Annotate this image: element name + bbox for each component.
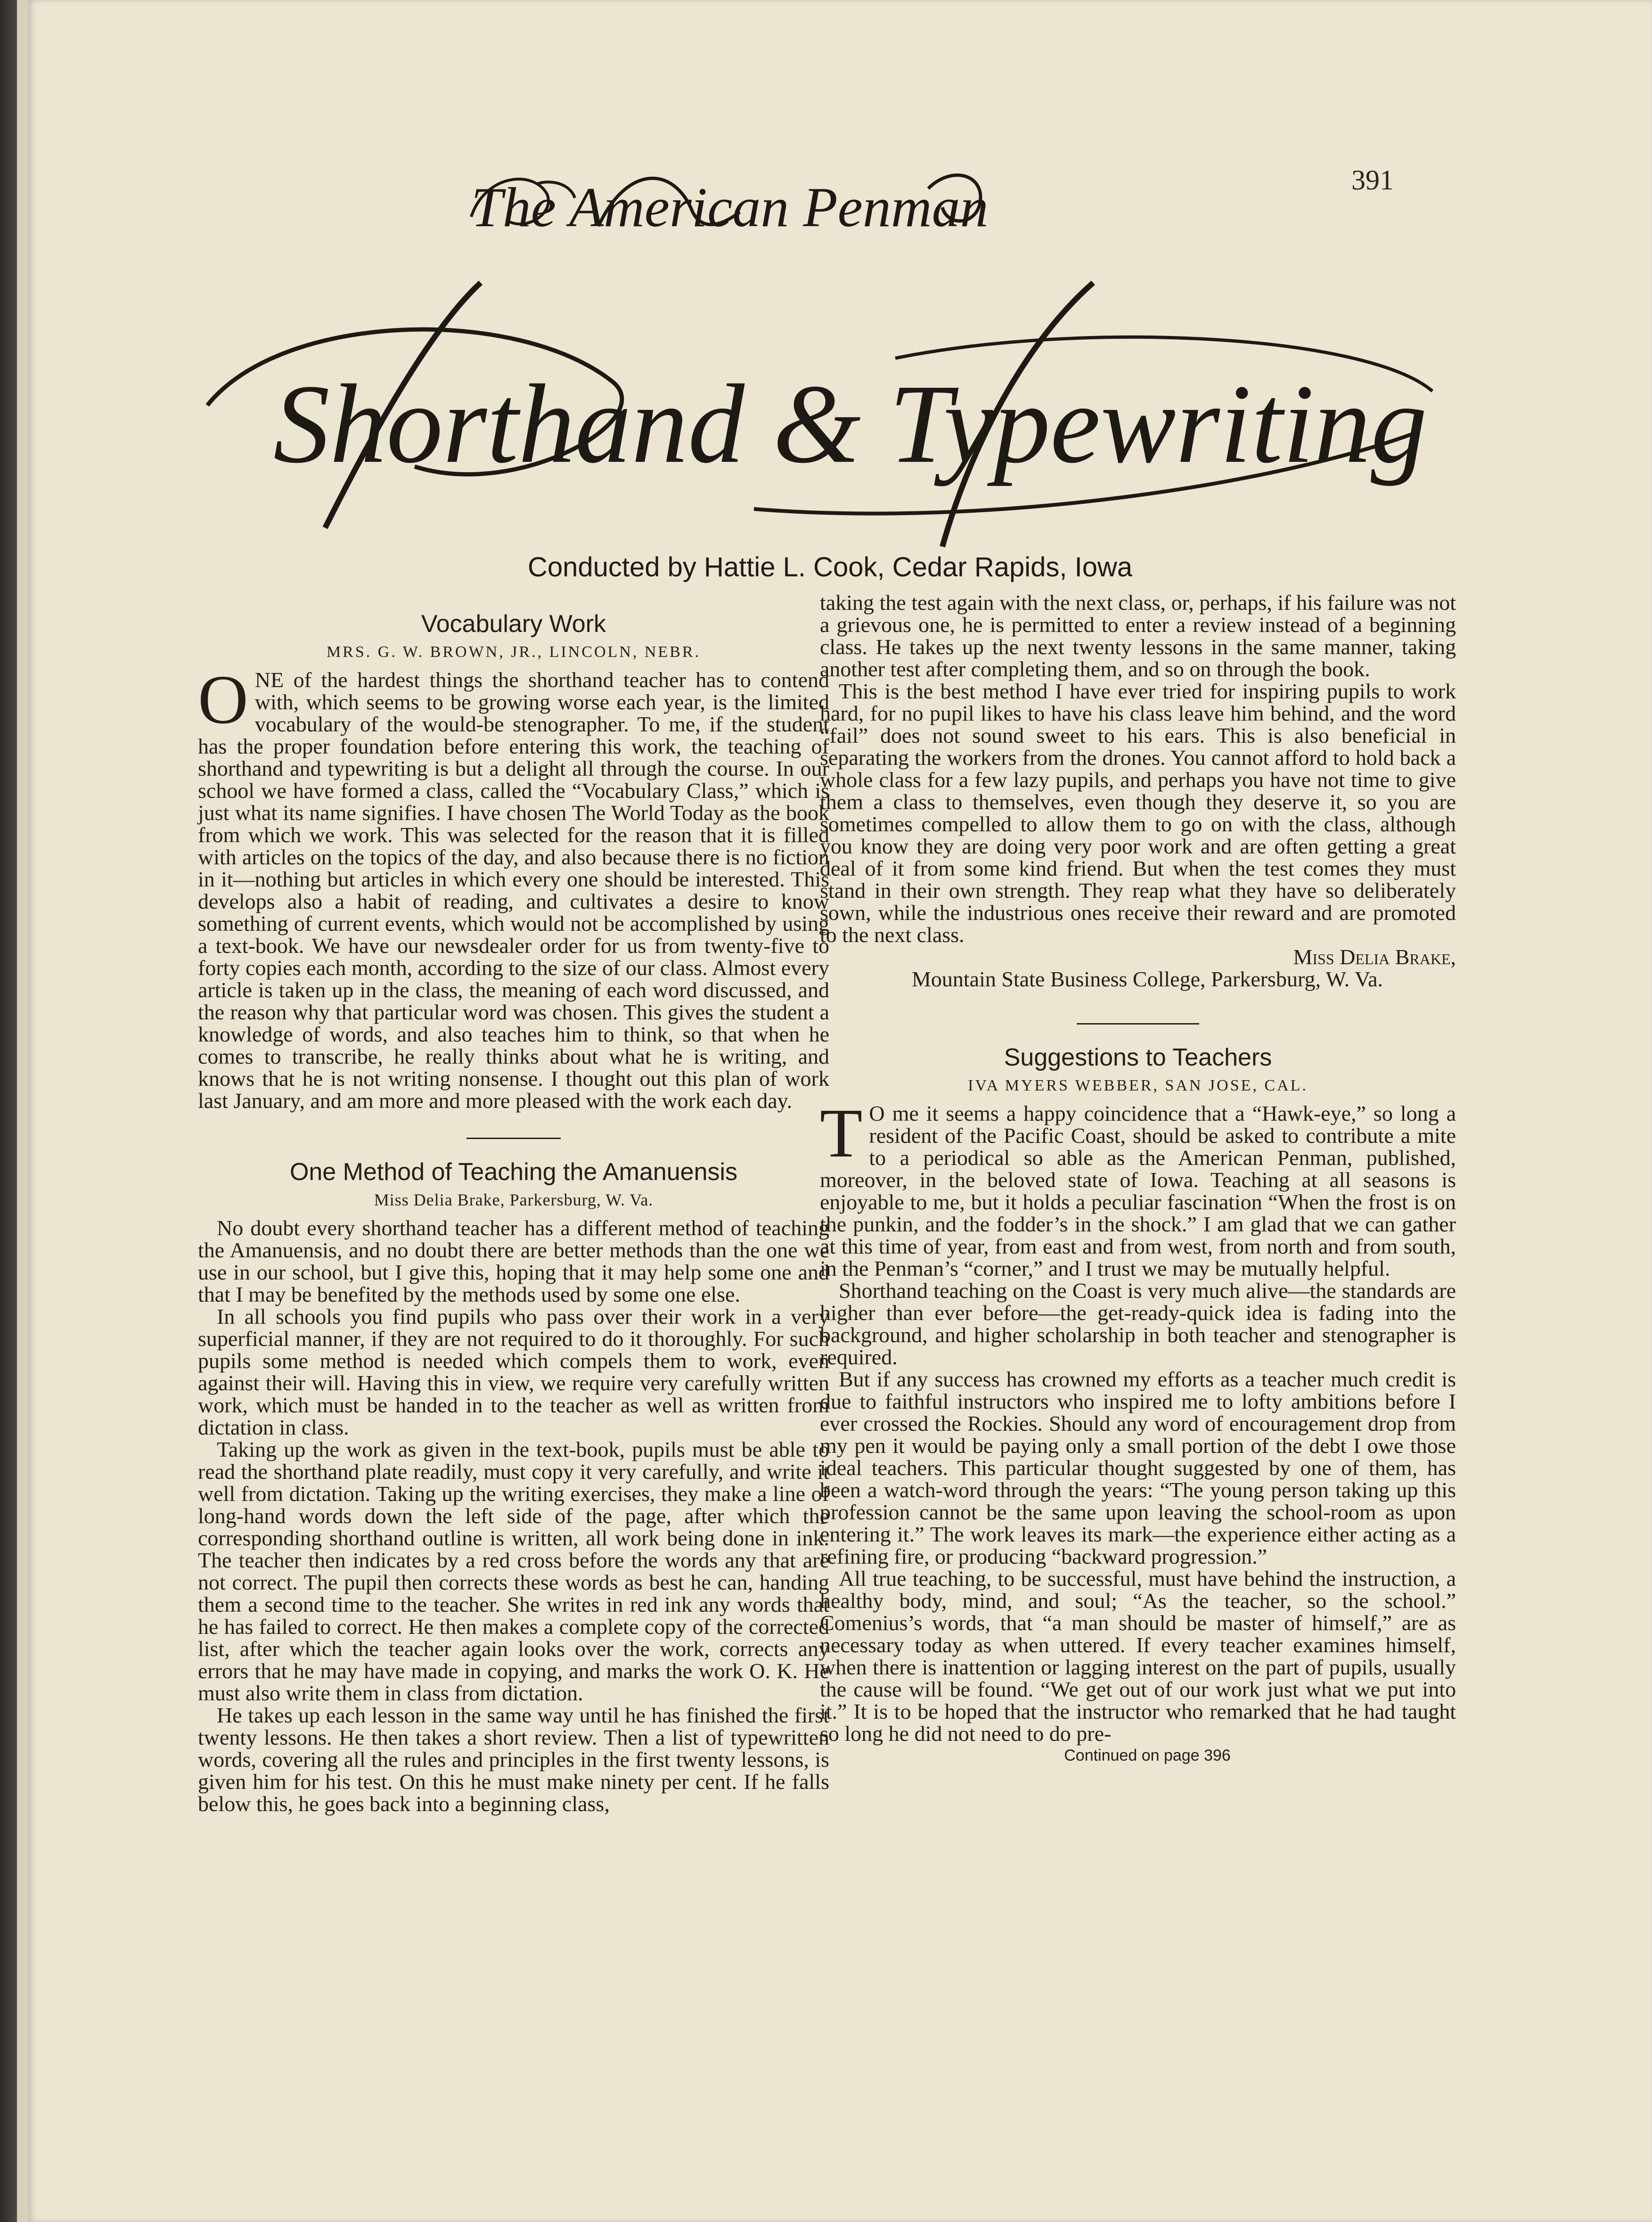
paragraph: This is the best method I have ever tried for inspiring pupils to work hard, for no pupil likes to have his class leave him behind, and the word “fail” does not sound sweet to his ears. This is also beneficial in separating the workers from the drones. You cannot afford to hold back a whole class for a few lazy pupils, and perhaps you have not time to give them a class to themselves, even though they deserve it, so you are sometimes compelled to allow them to go on with the class, although you know they are doing very poor work and are often getting a great deal of it from some kind friend. But when the test comes they must stand in their own strength. They reap what they have so deliberately sown, while the industrious ones receive their reward and are promoted to the next class. xyxy=(820,679,1456,947)
article-title-vocabulary: Vocabulary Work xyxy=(421,610,606,638)
article-title-suggestions: Suggestions to Teachers xyxy=(1004,1044,1272,1071)
paragraph: No doubt every shorthand teacher has a different method of teaching the Amanuensis, and no doubt there are better methods than the one we use in our school, but I give this, hoping that it may help some one and that I may be benefited by the methods used by some one else. xyxy=(198,1216,829,1306)
paragraph: taking the test again with the next class, or, perhaps, if his failure was not a grievous one, he is permitted to enter a review instead of a beginning class. He takes up the next twenty lessons in the same manner, taking another test after completing them, and so on through the book. xyxy=(820,590,1456,681)
svg-text:The American Penman: The American Penman xyxy=(471,176,989,238)
book-spine xyxy=(0,0,17,2222)
paragraph: Taking up the work as given in the text-book, pupils must be able to read the shorthand plate readily, must copy it very carefully, and write it well from dictation. Taking up the writing exercises, they make a line of long-hand words down the left side of the page, after which the corresponding shorthand outline is written, all work being done in ink. The teacher then indicates by a red cross before the words any that are not correct. The pupil then corrects these words as best he can, handing them a second time to the teacher. She writes in red ink any words that he has failed to correct. He then makes a complete copy of the corrected list, after which the teacher again looks over the work, corrects any errors that he may have made in copying, and marks the work O. K. He must also write them in class from dictation. xyxy=(198,1437,829,1705)
drop-cap: O xyxy=(198,661,248,738)
page-number: 391 xyxy=(1351,164,1394,196)
paragraph: All true teaching, to be successful, must have behind the instruction, a healthy body, mind, and soul; “As the teacher, so the school.” Comenius’s words, that “a man should be master of himself,” are as necessary today as when uttered. If every teacher examines himself, when there is inattention or lagging interest on the part of pupils, usually the cause will be found. “We get out of our work just what we put into it.” It is to be hoped that the instructor who remarked that he had taught so long he did not need to do pre- xyxy=(820,1566,1456,1746)
drop-cap: T xyxy=(820,1095,863,1172)
signature-school: Mountain State Business College, Parkersburg, W. Va. xyxy=(911,967,1383,991)
magazine-page xyxy=(28,0,1652,2222)
section-title-logo xyxy=(188,264,1451,556)
article-author-vocabulary: MRS. G. W. BROWN, JR., LINCOLN, NEBR. xyxy=(326,643,701,661)
right-column xyxy=(820,591,1456,1767)
body-text: NE of the hardest things the shorthand teacher has to contend with, which seems to be growing worse each year, is the limited vocabulary of the would-be stenographer. To me, if the student has the proper foundation before entering this work, the teaching of shorthand and typewriting is but a delight all through the course. In our school we have formed a class, called the “Vocabulary Class,” which is just what its name signifies. I have chosen The World Today as the book from which we work. This was selected for the reason that it is filled with articles on the topics of the day, and also because there is no fiction in it—nothing but articles in which every one should be interested. This develops also a habit of reading, and cultivates a desire to know something of current events, which would not be accomplished by using a text-book. We have our newsdealer order for us from twenty-five to forty copies each month, according to the size of our class. Almost every article is taken up in the class, the meaning of each word discussed, and the reason why that particular word was chosen. This gives the student a knowledge of words, and also teaches him to think, so that when he comes to transcribe, he really thinks about what he is writing, and knows that he is not writing nonsense. I thought out this plan of work last January, and am more and more pleased with the work each day. xyxy=(198,668,829,1113)
article-author-suggestions: IVA MYERS WEBBER, SAN JOSE, CAL. xyxy=(968,1077,1308,1094)
left-column xyxy=(198,603,829,1815)
continued-note: Continued on page 396 xyxy=(1064,1746,1231,1764)
section-divider xyxy=(1077,1023,1199,1025)
previous-page-edge xyxy=(17,0,28,2222)
masthead-logo xyxy=(457,156,1164,250)
article-author-amanuensis: Miss Delia Brake, Parkersburg, W. Va. xyxy=(374,1190,654,1209)
article-title-amanuensis: One Method of Teaching the Amanuensis xyxy=(289,1158,738,1186)
svg-text:Shorthand & Typewriting: Shorthand & Typewriting xyxy=(273,361,1427,486)
signature-name: Miss Delia Brake, xyxy=(1293,945,1456,969)
paragraph: He takes up each lesson in the same way until he has finished the first twenty lessons. He then takes a short review. Then a list of typewritten words, covering all the rules and principles in the first twenty lessons, is given him for his test. On this he must make ninety per cent. If he falls below this, he goes back into a beginning class, xyxy=(198,1703,829,1816)
conducted-by-line: Conducted by Hattie L. Cook, Cedar Rapids, Iowa xyxy=(528,552,1133,582)
section-divider xyxy=(466,1138,561,1139)
article-body-vocabulary xyxy=(198,661,829,1113)
paragraph: But if any success has crowned my efforts as a teacher much credit is due to faithful instructors who inspired me to lofty ambitions before I ever crossed the Rockies. Should any word of encouragement drop from my pen it would be paying only a small portion of the debt I owe those ideal teachers. This particular thought suggested by one of them, has been a watch-word through the years: “The young person taking up this profession cannot be the same upon leaving the school-room as upon entering it.” The work leaves its mark—the experience either acting as a refining fire, or producing “backward progression.” xyxy=(820,1367,1456,1568)
masthead-script xyxy=(457,156,1164,250)
section-title-script xyxy=(188,264,1451,556)
paragraph: Shorthand teaching on the Coast is very much alive—the standards are higher than ever before—the get-ready-quick idea is fading into the background, and higher scholarship in both teacher and stenographer is required. xyxy=(820,1279,1456,1369)
paragraph: In all schools you find pupils who pass over their work in a very superficial manner, if they are not required to do it thoroughly. For such pupils some method is needed which compels them to work, even against their will. Having this in view, we require very carefully written work, which must be handed in to the teacher as well as written from dictation in class. xyxy=(198,1304,829,1439)
body-text: O me it seems a happy coincidence that a “Hawk-eye,” so long a resident of the Pacific Coast, should be asked to contribute a mite to a periodical so able as the American Penman, published, moreover, in the beloved state of Iowa. Teaching at all seasons is enjoyable to me, but it holds a peculiar fascination “When the frost is on the punkin, and the fodder’s in the shock.” I am glad that we can gather at this time of year, from east and from west, from north and from south, in the Penman’s “corner,” and I trust we may be mutually helpful. xyxy=(820,1101,1456,1280)
paragraph xyxy=(820,1095,1456,1280)
